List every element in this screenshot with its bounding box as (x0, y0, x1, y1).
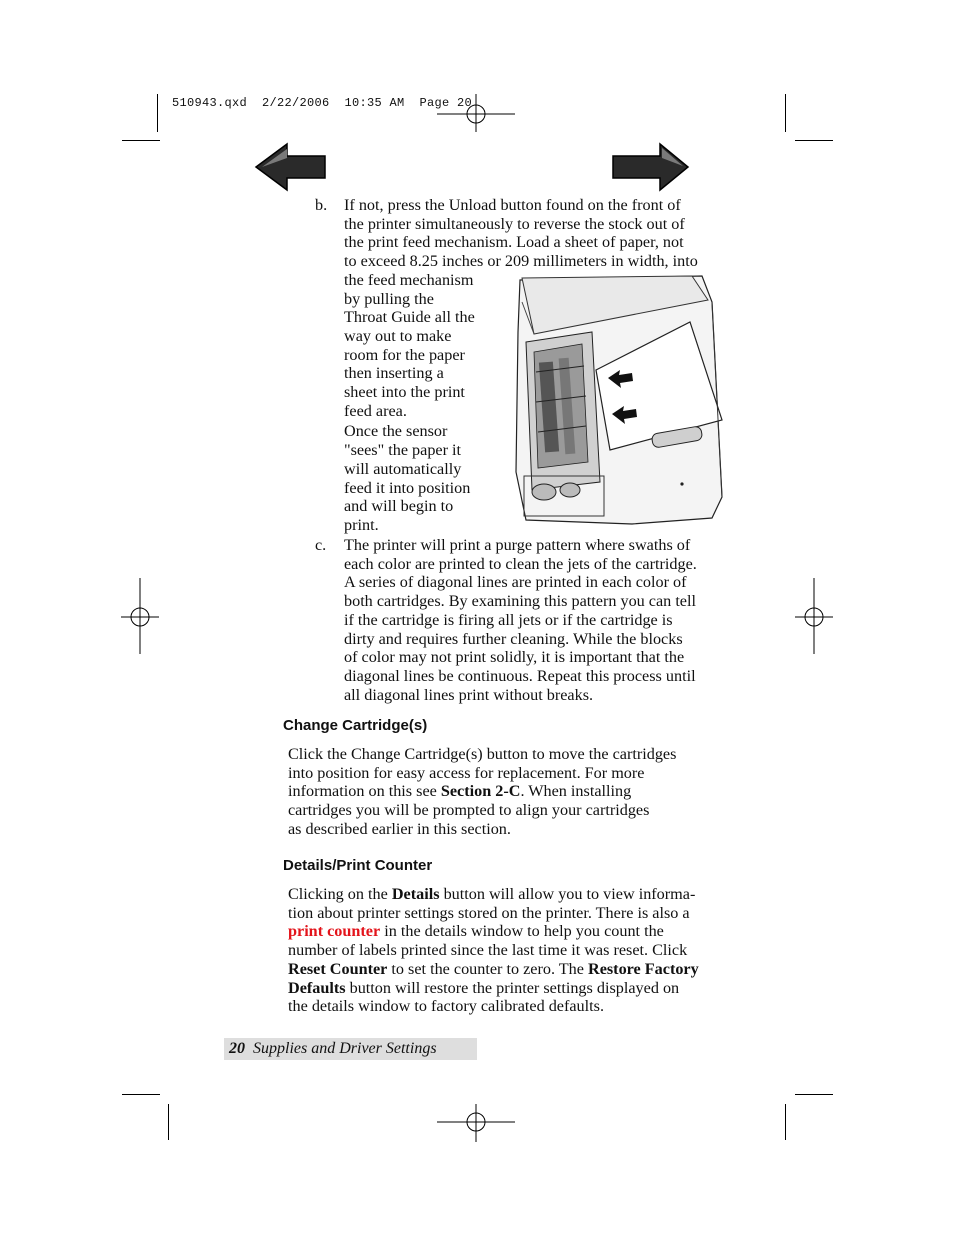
text-line: of color may not print solidly, it is important that the (344, 648, 685, 667)
text-line: Throat Guide all the (344, 308, 475, 327)
text-line (288, 782, 676, 801)
registration-mark-left (121, 578, 161, 656)
footer-title: Supplies and Driver Settings (253, 1040, 437, 1057)
text-line: feed area. (344, 401, 407, 420)
text-span: button will restore the printer settings displayed on (345, 978, 680, 997)
text-line: print. (344, 515, 379, 534)
text-span: . When installing (520, 782, 632, 801)
text-line: tion about printer settings stored on the printer. There is also a (288, 903, 690, 922)
text-line: A series of diagonal lines are printed in each color of (344, 573, 687, 592)
text-line: will automatically (344, 459, 462, 478)
text-line: Click the Change Cartridge(s) button to move the cartridges (288, 745, 677, 763)
text-span: in the details window to help you count the (380, 922, 664, 941)
text-line: as described earlier in this section. (288, 819, 511, 838)
bold-term: Restore Factory (588, 959, 699, 978)
text-line (288, 979, 699, 998)
step-c-marker: c. (315, 536, 327, 554)
registration-mark-bottom (437, 1104, 517, 1144)
text-line (288, 922, 699, 941)
bold-term: Details (391, 885, 440, 903)
text-line: both cartridges. By examining this pattern you can tell (344, 592, 696, 611)
text-line: "sees" the paper it (344, 441, 462, 460)
page-footer (224, 1038, 477, 1060)
text-line: sheet into the print (344, 383, 465, 402)
text-line: feed it into position (344, 478, 471, 497)
text-line (288, 885, 699, 904)
change-cartridges-text (288, 745, 676, 839)
back-arrow-icon[interactable] (254, 142, 328, 192)
text-line: the details window to factory calibrated defaults. (288, 997, 604, 1016)
text-line: dirty and requires further cleaning. While the blocks (344, 629, 683, 648)
text-line: the print feed mechanism. Load a sheet of paper, not (344, 233, 684, 252)
text-line (288, 960, 699, 979)
text-line: Once the sensor (344, 422, 448, 441)
details-print-counter-text (288, 885, 699, 1016)
text-line: into position for easy access for replacement. For more (288, 763, 645, 782)
text-line: the printer simultaneously to reverse the stock out of (344, 214, 685, 233)
text-line: diagonal lines be continuous. Repeat this process until (344, 666, 696, 685)
text-line: each color are printed to clean the jets of the cartridge. (344, 554, 697, 573)
step-c-text (344, 536, 697, 704)
text-span: to set the counter to zero. The (387, 959, 588, 978)
text-line: The printer will print a purge pattern where swaths of (344, 536, 691, 554)
text-line: if the cartridge is firing all jets or if the cartridge is (344, 610, 673, 629)
text-line: room for the paper (344, 345, 465, 364)
step-b-marker: b. (315, 196, 328, 214)
section-reference: Section 2-C (440, 782, 521, 801)
bold-term: Defaults (288, 978, 346, 997)
text-span: information on this see (288, 782, 441, 801)
text-line: the feed mechanism (344, 270, 474, 289)
section-heading-details-print-counter: Details/Print Counter (283, 857, 433, 874)
registration-mark-right (795, 578, 835, 656)
text-span: Clicking on the (288, 885, 392, 903)
text-line: If not, press the Unload button found on the front of (344, 196, 681, 214)
print-counter-link[interactable]: print counter (288, 922, 381, 941)
text-line: number of labels printed since the last time it was reset. Click (288, 941, 688, 960)
page-number: 20 (229, 1040, 245, 1057)
printer-feed-illustration (512, 272, 726, 530)
text-line: then inserting a (344, 364, 444, 383)
file-slug: 510943.qxd 2/22/2006 10:35 AM Page 20 (172, 96, 473, 110)
forward-arrow-icon[interactable] (611, 142, 691, 192)
text-line: to exceed 8.25 inches or 209 millimeters in width, into (344, 252, 698, 271)
text-line: cartridges you will be prompted to align your cartridges (288, 801, 650, 820)
text-line: by pulling the (344, 289, 434, 308)
text-line: and will begin to (344, 497, 454, 516)
section-heading-change-cartridges: Change Cartridge(s) (283, 717, 428, 734)
text-line: all diagonal lines print without breaks. (344, 685, 594, 704)
text-line: way out to make (344, 326, 452, 345)
text-span: button will allow you to view informa- (439, 885, 696, 903)
bold-term: Reset Counter (288, 959, 388, 978)
